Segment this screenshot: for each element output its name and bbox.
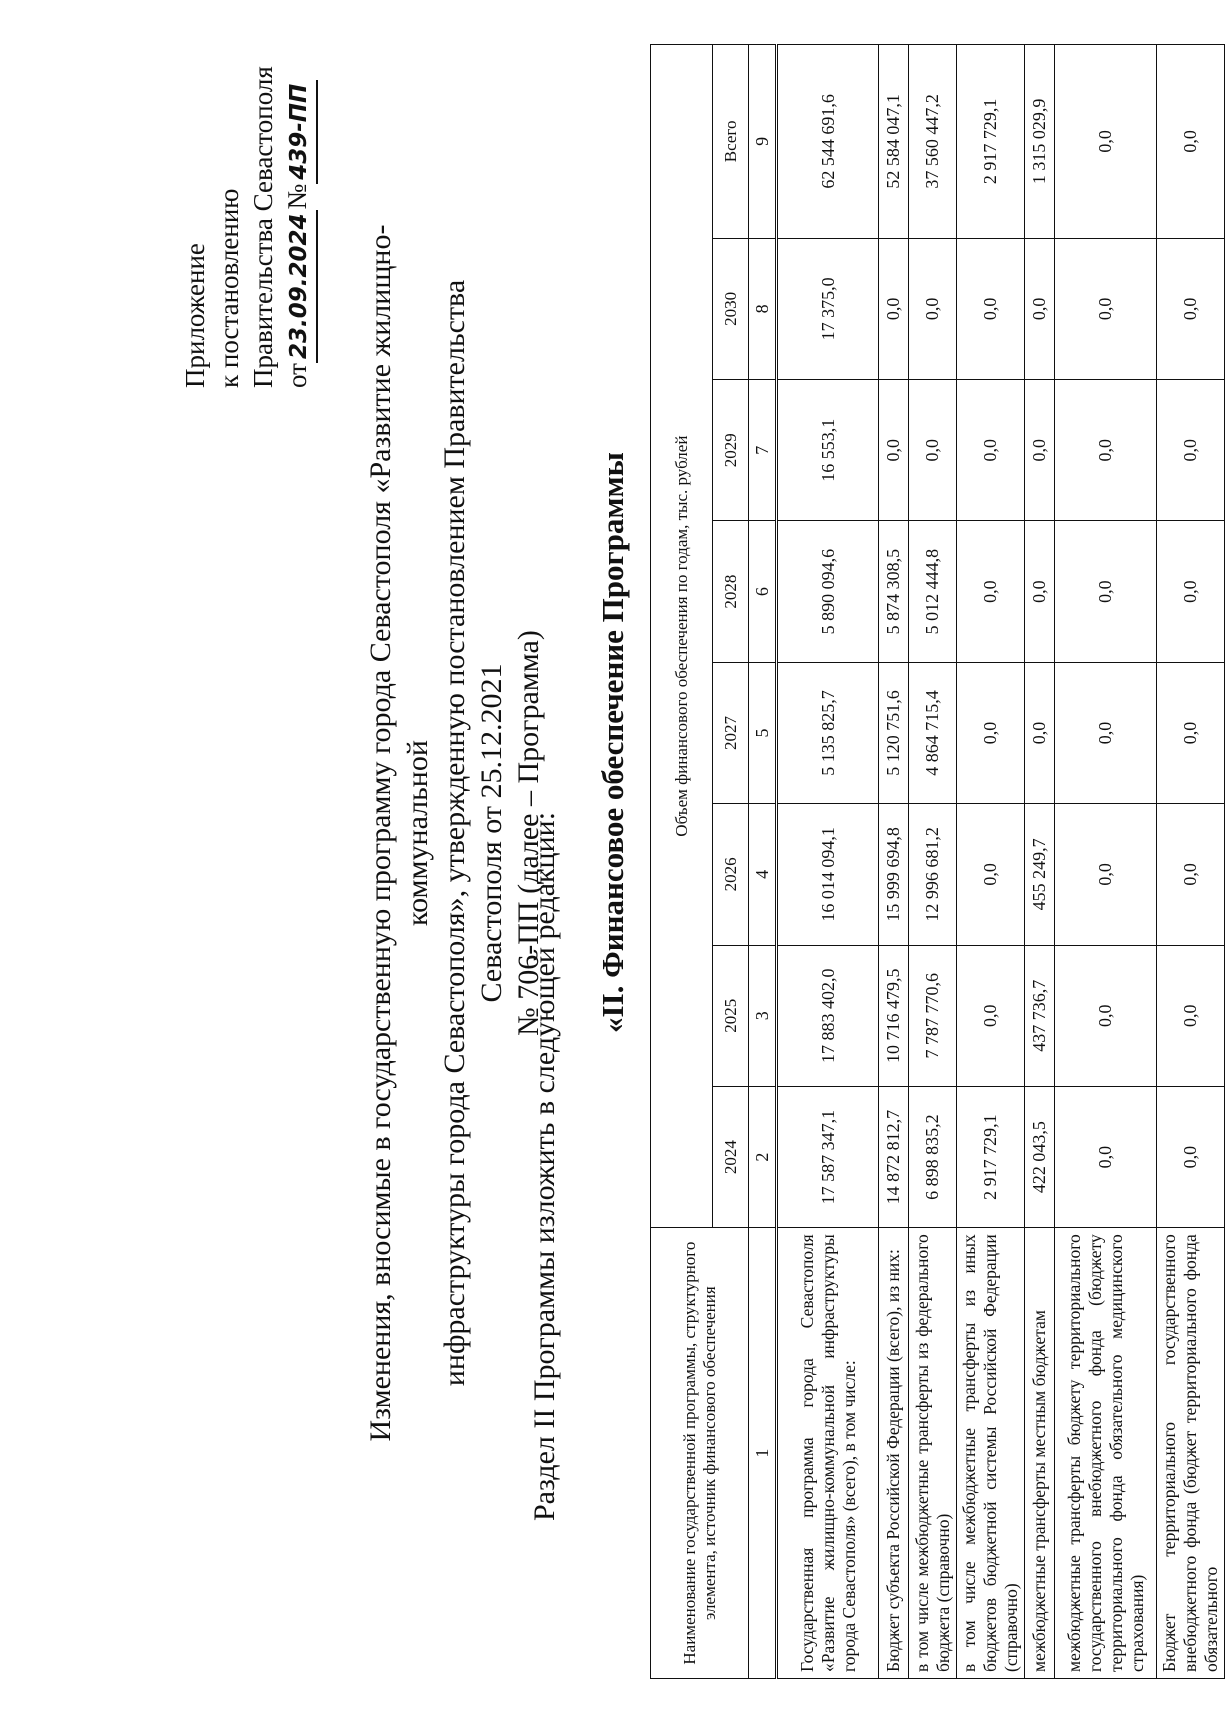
value-cell: 2 917 729,1	[957, 45, 1025, 239]
appendix-line: Правительства Севастополя	[248, 66, 278, 388]
table-row	[879, 45, 909, 1679]
section-title: «II. Финансовое обеспечение Программы	[595, 452, 630, 1033]
column-index-cell: 3	[749, 945, 777, 1086]
column-index-cell: 2	[749, 1086, 777, 1227]
value-cell: 0,0	[1055, 238, 1157, 379]
value-cell: 0,0	[1055, 804, 1157, 945]
value-cell: 0,0	[1025, 662, 1055, 803]
intro-paragraph: Раздел II Программы изложить в следующей редакции:	[528, 811, 561, 1521]
column-index-cell: 6	[749, 521, 777, 662]
value-cell: 0,0	[1157, 45, 1225, 239]
value-cell: 0,0	[1055, 380, 1157, 521]
column-index-cell: 7	[749, 380, 777, 521]
value-cell: 5 012 444,8	[909, 521, 957, 662]
value-cell: 37 560 447,2	[909, 45, 957, 239]
heading-line: инфраструктуры города Севастополя», утвержденную постановлением Правительства Севастополя от 25.12.2021	[438, 279, 508, 1387]
value-cell: 0,0	[957, 238, 1025, 379]
value-cell: 16 014 094,1	[777, 804, 879, 945]
table-row	[909, 45, 957, 1679]
value-cell: 6 898 835,2	[909, 1086, 957, 1227]
value-cell: 0,0	[1025, 380, 1055, 521]
value-cell: 0,0	[1157, 804, 1225, 945]
year-column-header: 2027	[713, 662, 749, 803]
table-row	[777, 45, 879, 1679]
row-name-cell: Государственная программа города Севастополя «Развитие жилищно-коммунальной инфраструктуры города Севастополя» (всего), в том числе:	[777, 1228, 879, 1679]
row-name-cell: Бюджет территориального государственного внебюджетного фонда (бюджет территориального фонда обязательного	[1157, 1228, 1225, 1679]
value-cell: 0,0	[957, 380, 1025, 521]
appendix-title: Приложение	[180, 243, 210, 388]
row-name-cell: Бюджет субъекта Российской Федерации (всего), из них:	[879, 1228, 909, 1679]
value-cell: 7 787 770,6	[909, 945, 957, 1086]
value-cell: 1 315 029,9	[1025, 45, 1055, 239]
appendix-block	[178, 66, 318, 388]
value-cell: 12 996 681,2	[909, 804, 957, 945]
value-cell: 0,0	[1157, 238, 1225, 379]
value-cell: 0,0	[957, 945, 1025, 1086]
value-cell: 0,0	[1157, 521, 1225, 662]
value-cell: 0,0	[1157, 945, 1225, 1086]
handwritten-number: 439-ПП	[282, 80, 318, 184]
year-column-header: 2026	[713, 804, 749, 945]
value-cell: 17 883 402,0	[777, 945, 879, 1086]
value-cell: 0,0	[957, 662, 1025, 803]
value-cell: 0,0	[1025, 521, 1055, 662]
value-cell: 0,0	[1157, 662, 1225, 803]
row-name-cell: в том числе межбюджетные трансферты из федерального бюджета (справочно)	[909, 1228, 957, 1679]
value-cell: 16 553,1	[777, 380, 879, 521]
value-cell: 0,0	[1157, 1086, 1225, 1227]
table-body	[777, 45, 1225, 1679]
value-cell: 5 890 094,6	[777, 521, 879, 662]
column-index-cell: 1	[749, 1228, 777, 1679]
value-cell: 15 999 694,8	[879, 804, 909, 945]
value-cell: 0,0	[1025, 238, 1055, 379]
value-cell: 422 043,5	[1025, 1086, 1055, 1227]
column-index-cell: 9	[749, 45, 777, 239]
row-name-cell: межбюджетные трансферты местным бюджетам	[1025, 1228, 1055, 1679]
value-cell: 52 584 047,1	[879, 45, 909, 239]
year-column-header: Всего	[713, 45, 749, 239]
year-column-header: 2028	[713, 521, 749, 662]
date-prefix: от	[282, 363, 312, 388]
value-cell: 0,0	[1055, 662, 1157, 803]
year-column-header: 2024	[713, 1086, 749, 1227]
value-cell: 5 120 751,6	[879, 662, 909, 803]
handwritten-date: 23.09.2024	[282, 210, 318, 364]
year-column-header: 2025	[713, 945, 749, 1086]
value-cell: 0,0	[879, 380, 909, 521]
value-cell: 0,0	[1055, 45, 1157, 239]
value-cell: 0,0	[879, 238, 909, 379]
row-name-cell: в том числе межбюджетные трансферты из иных бюджетов бюджетной системы Российской Федерации (справочно)	[957, 1228, 1025, 1679]
value-cell: 0,0	[1157, 380, 1225, 521]
table-row	[1055, 45, 1157, 1679]
name-column-header: Наименование государственной программы, структурного элемента, источник финансового обеспечения	[651, 1228, 749, 1679]
table-row	[1025, 45, 1055, 1679]
financing-table	[650, 44, 1225, 1679]
value-cell: 10 716 479,5	[879, 945, 909, 1086]
heading-line: Изменения, вносимые в государственную программу города Севастополя «Развитие жилищно-коммунальной	[364, 224, 434, 1442]
value-cell: 0,0	[957, 804, 1025, 945]
year-column-header: 2029	[713, 380, 749, 521]
column-index-row	[749, 45, 777, 1679]
value-cell: 0,0	[957, 521, 1025, 662]
column-index-cell: 5	[749, 662, 777, 803]
value-cell: 0,0	[1055, 945, 1157, 1086]
value-cell: 2 917 729,1	[957, 1086, 1025, 1227]
value-cell: 14 872 812,7	[879, 1086, 909, 1227]
value-cell: 4 864 715,4	[909, 662, 957, 803]
value-cell: 5 874 308,5	[879, 521, 909, 662]
volume-column-header: Объем финансового обеспечения по годам, тыс. рублей	[651, 45, 713, 1228]
value-cell: 17 375,0	[777, 238, 879, 379]
table-header-row	[651, 45, 713, 1679]
value-cell: 5 135 825,7	[777, 662, 879, 803]
column-index-cell: 8	[749, 238, 777, 379]
appendix-line: к постановлению	[214, 188, 244, 388]
value-cell: 0,0	[909, 380, 957, 521]
row-name-cell: межбюджетные трансферты бюджету территориального государственного внебюджетного фонда (бюджету территориального фонда обязательного медицинского страхования)	[1055, 1228, 1157, 1679]
value-cell: 62 544 691,6	[777, 45, 879, 239]
column-index-cell: 4	[749, 804, 777, 945]
value-cell: 17 587 347,1	[777, 1086, 879, 1227]
table-row	[957, 45, 1025, 1679]
value-cell: 0,0	[1055, 1086, 1157, 1227]
number-prefix: №	[282, 183, 312, 210]
heading-line: № 706-ПП (далее – Программа)	[512, 630, 545, 1036]
value-cell: 0,0	[1055, 521, 1157, 662]
value-cell: 437 736,7	[1025, 945, 1055, 1086]
table-row	[1157, 45, 1225, 1679]
value-cell: 455 249,7	[1025, 804, 1055, 945]
year-column-header: 2030	[713, 238, 749, 379]
appendix-date-line	[280, 66, 318, 388]
value-cell: 0,0	[909, 238, 957, 379]
document-heading	[362, 213, 547, 1453]
